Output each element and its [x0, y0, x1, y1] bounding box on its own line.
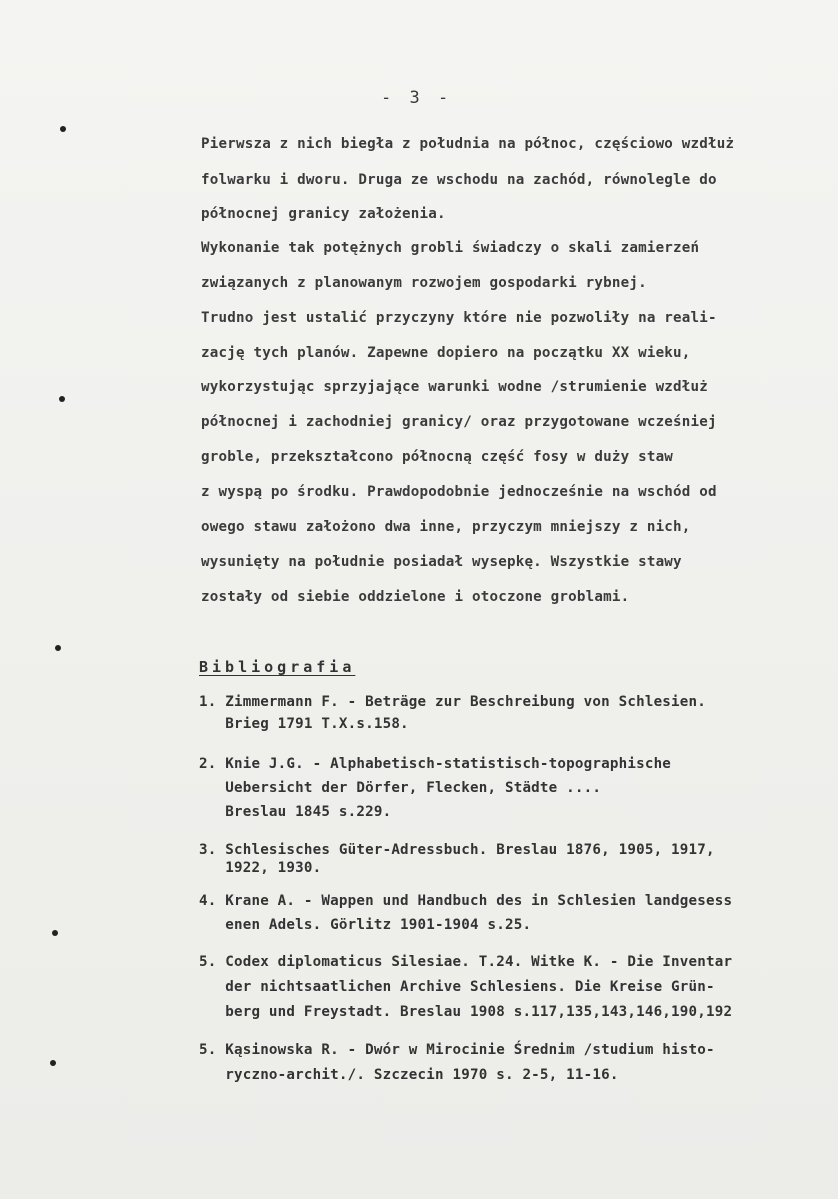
paragraph-line: północnej i zachodniej granicy/ oraz przygotowane wcześniej — [201, 414, 717, 430]
bibliography-entry-line: Uebersicht der Dörfer, Flecken, Städte .... — [199, 780, 602, 796]
bibliography-entry-line: Breslau 1845 s.229. — [199, 804, 392, 820]
paragraph-line: Trudno jest ustalić przyczyny które nie pozwoliły na reali- — [201, 310, 717, 326]
margin-dot — [52, 930, 58, 936]
paragraph-line: wysunięty na południe posiadał wysepkę. Wszystkie stawy — [201, 554, 682, 570]
bibliography-entry-line: 2. Knie J.G. - Alphabetisch-statistisch-topographische — [199, 756, 672, 772]
margin-dot — [50, 1060, 56, 1066]
paragraph-line: zostały od siebie oddzielone i otoczone groblami. — [201, 589, 630, 605]
bibliography-entry-line: berg und Freystadt. Breslau 1908 s.117,135,143,146,190,192 — [199, 1004, 733, 1020]
paragraph-line: groble, przekształcono północną część fosy w duży staw — [201, 449, 674, 465]
paragraph-line: Wykonanie tak potężnych grobli świadczy o skali zamierzeń — [201, 240, 700, 256]
bibliography-heading: Bibliografia — [199, 658, 356, 676]
bibliography-entry-line: Brieg 1791 T.X.s.158. — [199, 716, 409, 732]
bibliography-entry-line: der nichtsaatlichen Archive Schlesiens. Die Kreise Grün- — [199, 979, 715, 995]
bibliography-entry-line: ryczno-archit./. Szczecin 1970 s. 2-5, 11-16. — [199, 1067, 619, 1083]
paragraph-line: z wyspą po środku. Prawdopodobnie jednocześnie na wschód od — [201, 484, 717, 500]
margin-dot — [59, 396, 65, 402]
margin-dot — [55, 645, 61, 651]
page-number: - 3 - — [381, 88, 453, 108]
bibliography-entry-line: 1. Zimmermann F. - Beträge zur Beschreibung von Schlesien. — [199, 694, 707, 710]
bibliography-entry-line: 4. Krane A. - Wappen und Handbuch des in Schlesien landgesess — [199, 893, 733, 909]
margin-dot — [60, 126, 66, 132]
paragraph-line: wykorzystując sprzyjające warunki wodne /strumienie wzdłuż — [201, 379, 709, 395]
paragraph-line: folwarku i dworu. Druga ze wschodu na zachód, równolegle do — [201, 172, 717, 188]
bibliography-entry-line: enen Adels. Görlitz 1901-1904 s.25. — [199, 917, 532, 933]
paragraph-line: północnej granicy założenia. — [201, 206, 446, 222]
paragraph-line: owego stawu założono dwa inne, przyczym mniejszy z nich, — [201, 519, 691, 535]
bibliography-entry-line: 5. Codex diplomaticus Silesiae. T.24. Witke K. - Die Inventar — [199, 954, 733, 970]
paragraph-line: Pierwsza z nich biegła z południa na północ, częściowo wzdłuż — [201, 136, 735, 152]
bibliography-entry-line: 1922, 1930. — [199, 860, 322, 876]
bibliography-entry-line: 3. Schlesisches Güter-Adressbuch. Breslau 1876, 1905, 1917, — [199, 842, 715, 858]
paragraph-line: związanych z planowanym rozwojem gospodarki rybnej. — [201, 275, 647, 291]
bibliography-entry-line: 5. Kąsinowska R. - Dwór w Mirocinie Średnim /studium histo- — [199, 1042, 715, 1058]
paragraph-line: zację tych planów. Zapewne dopiero na początku XX wieku, — [201, 345, 691, 361]
